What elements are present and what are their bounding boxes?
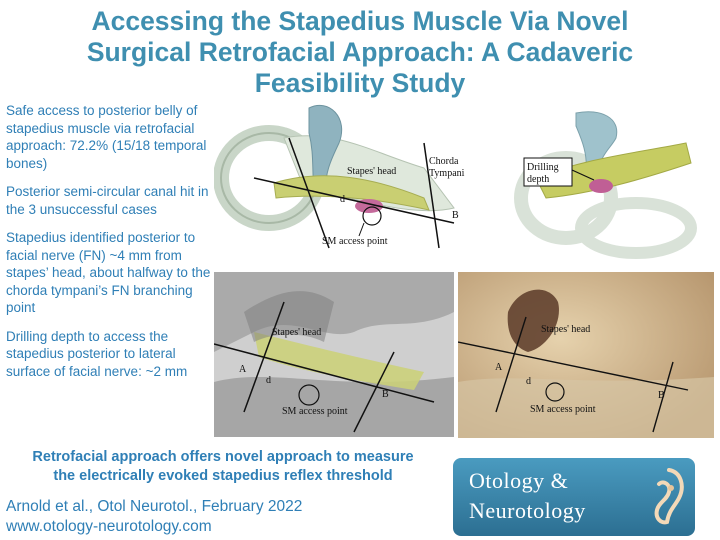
figure-microct — [214, 272, 454, 437]
poster-title — [10, 6, 710, 99]
conclusion — [6, 448, 440, 486]
label-point-b-2: B — [382, 389, 389, 400]
label-tympani: Tympani — [429, 168, 465, 179]
label-point-b-3: B — [658, 390, 665, 401]
label-sm-access-point-3: SM access point — [530, 404, 596, 415]
label-point-a-3: A — [495, 362, 503, 373]
label-point-b: B — [452, 210, 459, 221]
finding-drilling-depth: Drilling depth to access the stapedius posterior to lateral surface of facial nerve: ~2 mm — [6, 328, 188, 379]
label-stapes-head-3: Stapes' head — [541, 324, 591, 335]
label-stapes-head: Stapes' head — [347, 166, 397, 177]
title-line-3: Feasibility Study — [254, 68, 466, 98]
label-drilling: Drilling — [527, 162, 559, 173]
finding-stapedius-location: Stapedius identified posterior to facial nerve (FN) ~4 mm from stapes’ head, about halfway to the chorda tympani’s FN branching point — [6, 230, 211, 315]
logo-line-1: Otology & — [469, 468, 569, 493]
label-distance-d-2: d — [266, 375, 271, 386]
figure-3d-reconstruction — [214, 98, 504, 268]
label-distance-d: d — [340, 194, 345, 205]
figure-surgical-photo — [458, 272, 714, 438]
finding-success-rate: Safe access to posterior belly of stapedius muscle via retrofacial approach: 72.2% (15/18 temporal bones) — [6, 103, 207, 171]
label-stapes-head-2: Stapes' head — [272, 327, 322, 338]
journal-website[interactable]: www.otology-neurotology.com — [6, 518, 212, 535]
title-line-1: Accessing the Stapedius Muscle Via Novel — [91, 6, 629, 36]
label-depth: depth — [527, 174, 550, 185]
conclusion-line-1: Retrofacial approach offers novel approach to measure — [32, 449, 414, 465]
conclusion-line-2: the electrically evoked stapedius reflex threshold — [53, 468, 393, 484]
ear-icon — [647, 466, 687, 528]
logo-line-2: Neurotology — [469, 498, 586, 523]
label-chorda: Chorda — [429, 156, 459, 167]
findings-list — [6, 102, 212, 391]
citation — [6, 497, 302, 537]
label-distance-d-3: d — [526, 376, 531, 387]
journal-logo — [453, 458, 695, 536]
title-line-2: Surgical Retrofacial Approach: A Cadaveric — [86, 37, 634, 67]
figure-drilling-depth — [506, 98, 716, 268]
finding-unsuccessful-cases: Posterior semi-circular canal hit in the 3 unsuccessful cases — [6, 184, 209, 217]
label-sm-access-point: SM access point — [322, 236, 388, 247]
citation-reference: Arnold et al., Otol Neurotol., February 2022 — [6, 498, 303, 515]
label-sm-access-point-2: SM access point — [282, 406, 348, 417]
label-point-a-2: A — [239, 364, 247, 375]
